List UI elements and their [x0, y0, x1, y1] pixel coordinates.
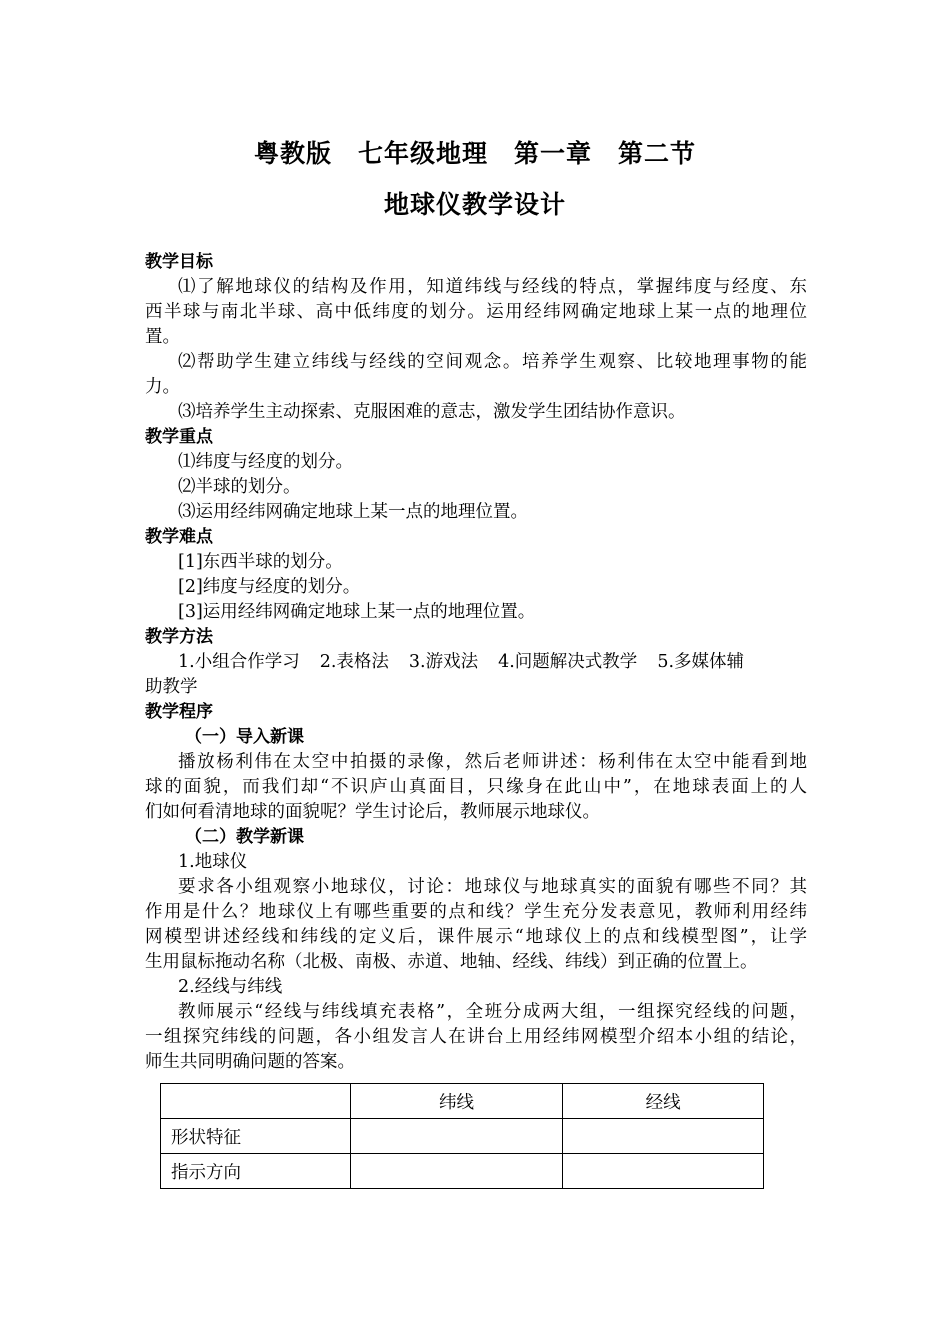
subsection-heading-intro: （一）导入新课 [185, 727, 304, 747]
list-item: [1]东西半球的划分。 [178, 552, 343, 572]
table-cell [350, 1119, 563, 1154]
section-heading-methods: 教学方法 [145, 627, 213, 647]
table-cell [563, 1154, 764, 1189]
page-title: 粤教版 七年级地理 第一章 第二节 [253, 139, 696, 168]
paragraph-line: ⑶培养学生主动探索、克服困难的意志，激发学生团结协作意识。 [178, 402, 686, 422]
table-cell: 指示方向 [161, 1154, 351, 1189]
method-item: 5.多媒体辅 [657, 652, 745, 672]
table-cell [350, 1154, 563, 1189]
item-title: 2.经线与纬线 [178, 977, 283, 997]
table-row [161, 1119, 764, 1154]
paragraph-line: 生用鼠标拖动名称（北极、南极、赤道、地轴、经线、纬线）到正确的位置上。 [145, 952, 758, 972]
paragraph-line: ⑴了解地球仪的结构及作用，知道纬线与经线的特点，掌握纬度与经度、东 [178, 277, 807, 297]
table-cell [563, 1119, 764, 1154]
latitude-longitude-table [160, 1083, 764, 1189]
method-item: 2.表格法 [319, 652, 389, 672]
section-heading-procedure: 教学程序 [145, 702, 213, 722]
subsection-heading-new-lesson: （二）教学新课 [185, 827, 304, 847]
table-cell: 形状特征 [161, 1119, 351, 1154]
paragraph-line: 球的面貌，而我们却“不识庐山真面目，只缘身在此山中”，在地球表面上的人 [145, 777, 807, 797]
paragraph-line: 们如何看清地球的面貌呢？学生讨论后，教师展示地球仪。 [145, 802, 600, 822]
paragraph-line: 一组探究纬线的问题，各小组发言人在讲台上用经纬网模型介绍本小组的结论， [145, 1027, 807, 1047]
paragraph-line: 教师展示“经线与纬线填充表格”，全班分成两大组，一组探究经线的问题， [178, 1002, 807, 1022]
list-item: [2]纬度与经度的划分。 [178, 577, 361, 597]
paragraph-line: 师生共同明确问题的答案。 [145, 1052, 355, 1072]
paragraph-line: 助教学 [145, 677, 198, 697]
method-item: 4.问题解决式教学 [498, 652, 638, 672]
paragraph-line: 作用是什么？地球仪上有哪些重要的点和线？学生充分发表意见，教师利用经纬 [145, 902, 807, 922]
table-header-row [161, 1084, 764, 1119]
section-heading-key-points: 教学重点 [145, 427, 213, 447]
paragraph-line: 力。 [145, 377, 180, 397]
paragraph-line: ⑵帮助学生建立纬线与经线的空间观念。培养学生观察、比较地理事物的能 [178, 352, 807, 372]
method-item: 3.游戏法 [408, 652, 479, 672]
paragraph-line: 网模型讲述经线和纬线的定义后，课件展示“地球仪上的点和线模型图”，让学 [145, 927, 807, 947]
list-item: ⑶运用经纬网确定地球上某一点的地理位置。 [178, 502, 528, 522]
paragraph-line: 要求各小组观察小地球仪，讨论：地球仪与地球真实的面貌有哪些不同？其 [178, 877, 807, 897]
section-heading-goals: 教学目标 [145, 252, 213, 272]
method-item: 1.小组合作学习 [178, 652, 300, 672]
paragraph-line: 播放杨利伟在太空中拍摄的录像，然后老师讲述：杨利伟在太空中能看到地 [178, 752, 807, 772]
methods-list [145, 650, 807, 675]
list-item: [3]运用经纬网确定地球上某一点的地理位置。 [178, 602, 536, 622]
document-body [145, 250, 807, 1075]
section-heading-difficulties: 教学难点 [145, 527, 213, 547]
page-subtitle: 地球仪教学设计 [383, 190, 566, 219]
item-title: 1.地球仪 [178, 852, 248, 872]
paragraph-line: 西半球与南北半球、高中低纬度的划分。运用经纬网确定地球上某一点的地理位 [145, 302, 807, 322]
table-header-cell: 纬线 [350, 1084, 563, 1119]
list-item: ⑵半球的划分。 [178, 477, 301, 497]
table-header-cell: 经线 [563, 1084, 764, 1119]
paragraph-line: 置。 [145, 327, 180, 347]
table-header-cell [161, 1084, 351, 1119]
table-row [161, 1154, 764, 1189]
list-item: ⑴纬度与经度的划分。 [178, 452, 353, 472]
